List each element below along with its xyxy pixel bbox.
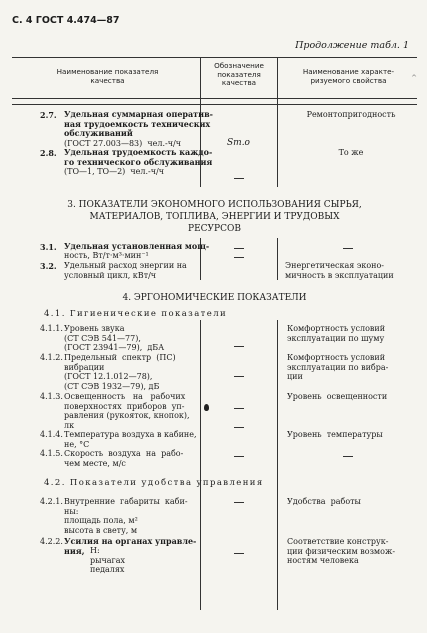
col-header-symbol: Обозначение показателя качества bbox=[214, 61, 264, 87]
row-3-1-unit: ность, Вт/т·м³·мин⁻¹ bbox=[64, 251, 149, 260]
table-head-rule-2 bbox=[12, 104, 417, 105]
row-4-1-3-property: Уровень освещенности bbox=[287, 392, 388, 401]
subsection-4-1-title: 4.1. Гигиенические показатели bbox=[44, 309, 228, 319]
row-2-8-unit: (ТО—1, ТО—2) чел.-ч/ч bbox=[64, 167, 165, 176]
row-4-1-2-text: Предельный спектр (ПС) вибрации (ГОСТ 12.1.012—78), (СТ СЭВ 1932—79), дБ bbox=[64, 353, 176, 391]
row-4-1-5-text: Скорость воздуха на рабо- чем месте, м/с bbox=[64, 449, 184, 468]
row-4-1-1-symbol-dash bbox=[234, 346, 244, 347]
row-4-2-2-num: 4.2.2. bbox=[40, 537, 63, 546]
row-3-2-num: 3.2. bbox=[40, 261, 57, 271]
row-4-1-4-text: Температура воздуха в кабине, не, °С bbox=[64, 430, 197, 449]
section-4-title: 4. ЭРГОНОМИЧЕСКИЕ ПОКАЗАТЕЛИ bbox=[122, 293, 307, 303]
row-3-1-property-dash bbox=[343, 248, 353, 249]
row-4-1-1-property: Комфортность условий эксплуатации по шуму bbox=[287, 324, 386, 343]
table-top-rule bbox=[12, 57, 417, 58]
row-2-7-symbol: Sт.о bbox=[227, 138, 250, 148]
row-4-2-2-property: Соответствие конструк- ции физическим возмож- ностям человека bbox=[287, 537, 396, 565]
col-divider-s3-2 bbox=[277, 238, 278, 280]
row-4-1-3-num: 4.1.3. bbox=[40, 392, 63, 401]
row-4-1-5-num: 4.1.5. bbox=[40, 449, 63, 458]
row-4-1-5-property-dash bbox=[343, 456, 353, 457]
row-4-2-1-text: Внутренние габариты каби- ны: площадь пола, м² высота в свету, м bbox=[64, 497, 188, 535]
table-head-rule bbox=[12, 98, 417, 99]
col-header-name: Наименование показателя качества bbox=[56, 67, 159, 85]
row-2-7-unit: (ГОСТ 27.003—83) чел.-ч/ч bbox=[64, 139, 181, 148]
page-header: С. 4 ГОСТ 4.474—87 bbox=[12, 15, 120, 26]
row-4-1-1-num: 4.1.1. bbox=[40, 324, 63, 333]
row-3-1-num: 3.1. bbox=[40, 242, 57, 252]
row-4-1-1-text: Уровень звука (СТ СЭВ 541—77), (ГОСТ 23941—79), дБА bbox=[64, 324, 165, 352]
subsection-4-2-title: 4.2. Показатели удобства управления bbox=[44, 478, 264, 488]
continuation-label: Продолжение табл. 1 bbox=[295, 40, 409, 51]
row-4-1-3-text: Освещенность на рабочих поверхностях приборов уп- равления (рукояток, кнопок), лк bbox=[64, 392, 190, 430]
row-4-2-1-symbol-dash bbox=[234, 502, 244, 503]
row-2-8-text: Удельная трудоемкость каждо- го технического обслуживания bbox=[64, 147, 213, 167]
row-4-1-4-symbol-dash bbox=[234, 427, 244, 428]
row-2-8-property: То же bbox=[338, 148, 364, 157]
row-4-2-2-symbol-dash bbox=[234, 553, 244, 554]
row-2-7-property: Ремонтопригодность bbox=[306, 110, 396, 119]
row-4-1-2-property: Комфортность условий эксплуатации по вибра- ции bbox=[287, 353, 389, 381]
row-4-1-4-num: 4.1.4. bbox=[40, 430, 63, 439]
ink-spot bbox=[204, 404, 209, 411]
row-4-1-4-property: Уровень температуры bbox=[287, 430, 383, 439]
row-4-1-2-num: 4.1.2. bbox=[40, 353, 63, 362]
row-4-2-1-property: Удобства работы bbox=[287, 497, 361, 506]
row-4-1-2-symbol-dash bbox=[234, 376, 244, 377]
row-2-7-num: 2.7. bbox=[40, 110, 57, 120]
col-divider-s4-1 bbox=[200, 320, 201, 610]
row-3-2-text: Удельный расход энергии на условный цикл, кВт/ч bbox=[64, 261, 187, 280]
section-3-title: 3. ПОКАЗАТЕЛИ ЭКОНОМНОГО ИСПОЛЬЗОВАНИЯ СЫРЬЯ, МАТЕРИАЛОВ, ТОПЛИВА, ЭНЕРГИИ И ТРУДОВЫХ РЕСУРСОВ bbox=[67, 200, 362, 234]
col-divider-2 bbox=[277, 57, 278, 187]
row-4-1-3-symbol-dash bbox=[234, 408, 244, 409]
col-header-property: Наименование характе- ризуемого свойства bbox=[302, 67, 395, 85]
row-4-1-5-symbol-dash bbox=[234, 456, 244, 457]
row-4-2-1-num: 4.2.1. bbox=[40, 497, 63, 506]
margin-mark: ^ bbox=[411, 74, 417, 82]
row-3-2-property: Энергетическая эконо- мичность в эксплуатации bbox=[285, 261, 394, 280]
row-2-8-num: 2.8. bbox=[40, 148, 57, 158]
col-divider-s4-2 bbox=[277, 320, 278, 610]
row-4-2-2-parts: Н: рычагах педалях bbox=[90, 546, 126, 574]
row-2-8-symbol-dash bbox=[234, 178, 244, 179]
row-3-1-text: Удельная установленная мощ- bbox=[64, 241, 210, 251]
row-4-2-2-text: Усилия на органах управле- ния, bbox=[64, 536, 197, 556]
row-2-7-text: Удельная суммарная оператив- ная трудоемкость технических обслуживаний bbox=[64, 109, 213, 138]
row-3-2-symbol-dash bbox=[234, 257, 244, 258]
row-3-1-symbol-dash bbox=[234, 248, 244, 249]
